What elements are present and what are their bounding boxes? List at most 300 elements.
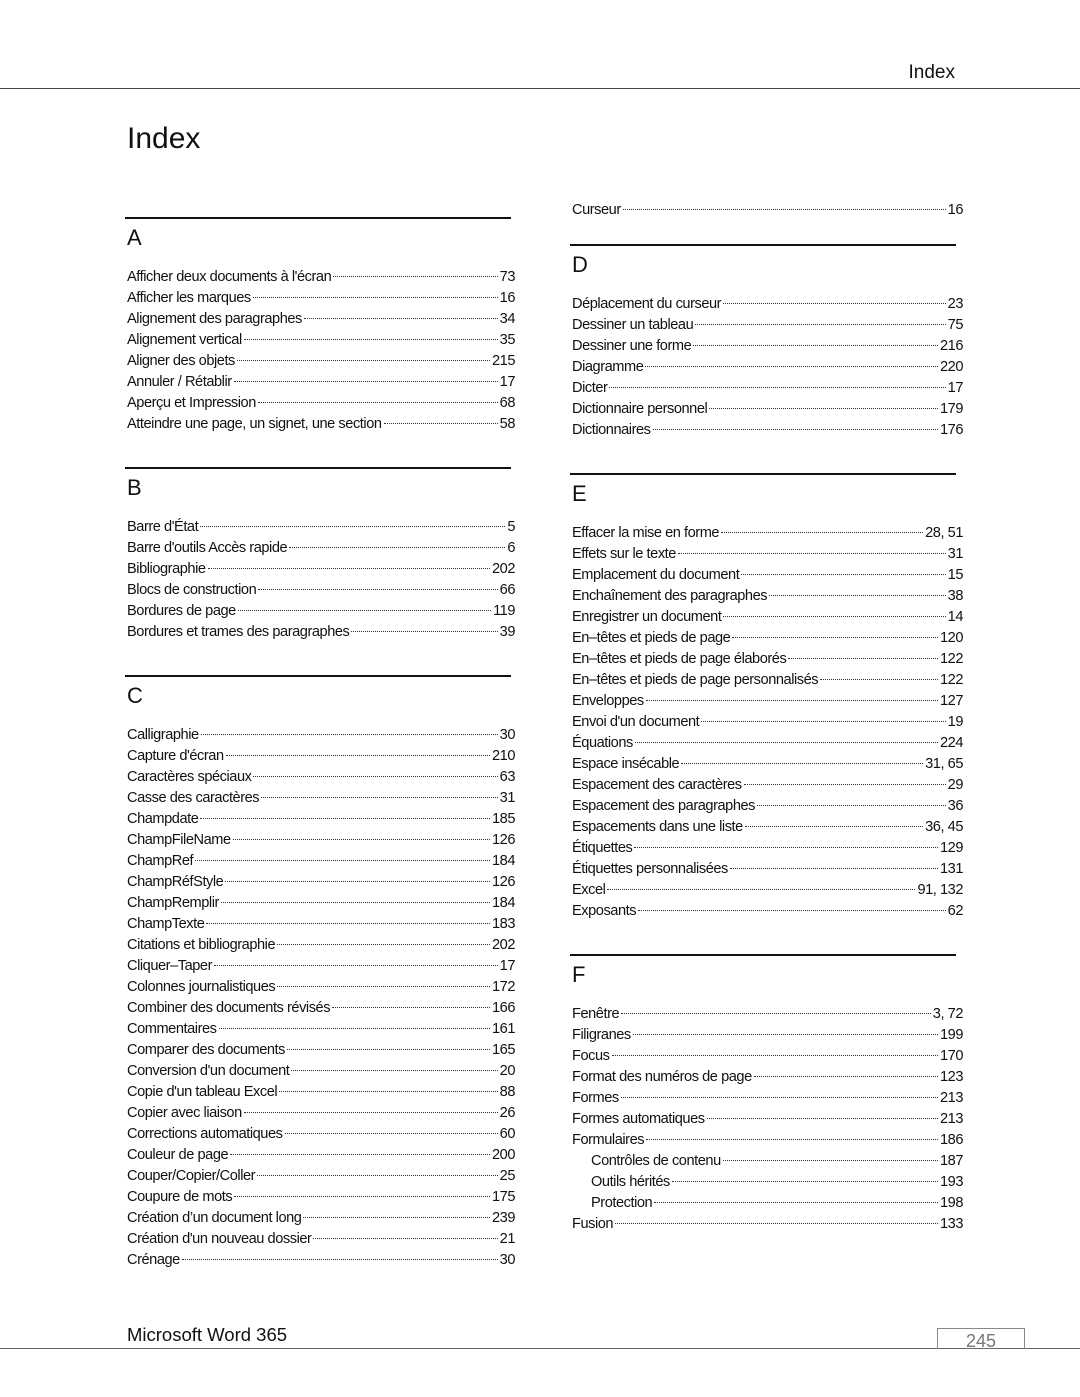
entry-term: Conversion d'un document [127, 1063, 290, 1079]
entry-page: 215 [492, 353, 515, 369]
entry-term: Citations et bibliographie [127, 937, 276, 953]
index-entry [570, 523, 963, 544]
entry-page: 119 [493, 603, 515, 619]
entry-page: 36 [947, 798, 963, 814]
dot-leader [261, 797, 498, 798]
index-entry [125, 809, 515, 830]
dot-leader [277, 986, 490, 987]
dot-leader [289, 547, 505, 548]
entry-term: Fusion [572, 1216, 614, 1232]
index-entry [125, 309, 515, 330]
page-number: 245 [937, 1328, 1025, 1349]
section-letter: A [127, 225, 142, 250]
entry-page: 73 [499, 269, 515, 285]
entry-page: 19 [947, 714, 963, 730]
section-rule [570, 473, 956, 475]
entry-page: 202 [492, 937, 515, 953]
entry-page: 30 [499, 727, 515, 743]
entry-page: 183 [492, 916, 515, 932]
index-entry [570, 336, 963, 357]
entry-page: 17 [499, 958, 515, 974]
entry-page: 166 [492, 1000, 515, 1016]
dot-leader [744, 784, 946, 785]
section-rule [570, 954, 956, 956]
entry-page: 28, 51 [925, 525, 963, 541]
index-entry [125, 517, 515, 538]
entry-page: 21 [499, 1231, 515, 1247]
entry-term: Combiner des documents révisés [127, 1000, 331, 1016]
entry-page: 216 [940, 338, 963, 354]
dot-leader [672, 1181, 938, 1182]
entry-page: 184 [492, 853, 515, 869]
entry-term: Dictionnaires [572, 422, 651, 438]
entry-page: 224 [940, 735, 963, 751]
index-entry [125, 1124, 515, 1145]
entry-page: 91, 132 [917, 882, 963, 898]
dot-leader [645, 366, 938, 367]
index-entry [125, 935, 515, 956]
dot-leader [195, 860, 490, 861]
entry-page: 39 [499, 624, 515, 640]
running-header [0, 0, 1080, 89]
entry-term: Outils hérités [591, 1174, 670, 1190]
dot-leader [279, 1091, 497, 1092]
entry-page: 17 [499, 374, 515, 390]
entry-page: 199 [940, 1027, 963, 1043]
index-entry [125, 767, 515, 788]
index-entry-list [125, 517, 515, 643]
index-entry [570, 357, 963, 378]
entry-term: Comparer des documents [127, 1042, 286, 1058]
index-entry [570, 838, 963, 859]
index-entry [125, 725, 515, 746]
entry-term: Espace insécable [572, 756, 680, 772]
index-column-right [570, 200, 963, 1235]
entry-term: Bordures et trames des paragraphes [127, 624, 350, 640]
dot-leader [226, 755, 490, 756]
dot-leader [258, 589, 497, 590]
index-subentry [570, 1172, 963, 1193]
index-entry-list [125, 267, 515, 435]
entry-page: 133 [940, 1216, 963, 1232]
index-entry-list [125, 725, 515, 1271]
index-entry [570, 315, 963, 336]
entry-page: 185 [492, 811, 515, 827]
entry-term: Enveloppes [572, 693, 644, 709]
entry-page: 187 [940, 1153, 963, 1169]
entry-term: Enregistrer un document [572, 609, 722, 625]
entry-term: Contrôles de contenu [591, 1153, 721, 1169]
entry-term: Couper/Copier/Coller [127, 1168, 256, 1184]
dot-leader [723, 616, 945, 617]
dot-leader [201, 734, 498, 735]
dot-leader [695, 324, 945, 325]
entry-term: Corrections automatiques [127, 1126, 283, 1142]
entry-term: Crénage [127, 1252, 180, 1268]
dot-leader [621, 1013, 931, 1014]
index-entry [125, 538, 515, 559]
entry-page: 31, 65 [925, 756, 963, 772]
dot-leader [769, 595, 946, 596]
dot-leader [730, 868, 938, 869]
entry-page: 5 [507, 519, 515, 535]
entry-page: 16 [947, 202, 963, 218]
dot-leader [621, 1097, 938, 1098]
entry-term: Filigranes [572, 1027, 631, 1043]
index-entry [570, 378, 963, 399]
dot-leader [820, 679, 938, 680]
entry-term: Formulaires [572, 1132, 645, 1148]
dot-leader [219, 1028, 491, 1029]
dot-leader [653, 429, 938, 430]
entry-term: Copie d'un tableau Excel [127, 1084, 278, 1100]
entry-page: 31 [499, 790, 515, 806]
dot-leader [237, 360, 490, 361]
index-section-a [125, 217, 515, 435]
dot-leader [634, 847, 938, 848]
section-letter: E [572, 481, 587, 506]
dot-leader [732, 637, 938, 638]
entry-term: Envoi d'un document [572, 714, 700, 730]
dot-leader [206, 923, 490, 924]
index-entry [570, 712, 963, 733]
dot-leader [615, 1223, 938, 1224]
dot-leader [214, 965, 498, 966]
entry-term: Focus [572, 1048, 610, 1064]
entry-page: 16 [499, 290, 515, 306]
entry-term: Espacements dans une liste [572, 819, 743, 835]
section-letter: D [572, 252, 588, 277]
dot-leader [208, 568, 490, 569]
entry-page: 210 [492, 748, 515, 764]
entry-page: 165 [492, 1042, 515, 1058]
entry-page: 75 [947, 317, 963, 333]
index-entry [125, 1145, 515, 1166]
entry-term: Dessiner une forme [572, 338, 692, 354]
dot-leader [707, 1118, 938, 1119]
entry-page: 129 [940, 840, 963, 856]
entry-page: 68 [499, 395, 515, 411]
entry-term: Alignement des paragraphes [127, 311, 302, 327]
index-entry-list [570, 1004, 963, 1235]
footer-rule [0, 1348, 1080, 1349]
entry-page: 38 [947, 588, 963, 604]
index-entry-list [570, 523, 963, 922]
entry-page: 36, 45 [925, 819, 963, 835]
entry-term: Effets sur le texte [572, 546, 676, 562]
index-entry [570, 565, 963, 586]
entry-term: Création d'un nouveau dossier [127, 1231, 312, 1247]
index-entry [125, 1040, 515, 1061]
entry-term: ChampRemplir [127, 895, 219, 911]
index-entry [125, 998, 515, 1019]
entry-term: Formes automatiques [572, 1111, 705, 1127]
entry-term: Caractères spéciaux [127, 769, 252, 785]
dot-leader [244, 1112, 498, 1113]
index-entry-list [570, 294, 963, 441]
index-entry [570, 200, 963, 221]
index-entry [125, 288, 515, 309]
entry-term: Diagramme [572, 359, 644, 375]
index-entry [570, 628, 963, 649]
entry-page: 198 [940, 1195, 963, 1211]
entry-term: Étiquettes personnalisées [572, 861, 728, 877]
section-rule [125, 217, 511, 219]
dot-leader [607, 889, 915, 890]
index-entry [570, 586, 963, 607]
section-rule [570, 244, 956, 246]
index-entry [125, 1250, 515, 1271]
dot-leader [384, 423, 498, 424]
dot-leader [304, 318, 498, 319]
entry-page: 58 [499, 416, 515, 432]
dot-leader [723, 303, 946, 304]
entry-term: Dessiner un tableau [572, 317, 694, 333]
entry-term: Aligner des objets [127, 353, 235, 369]
dot-leader [182, 1259, 498, 1260]
index-entry [125, 351, 515, 372]
index-entry [125, 622, 515, 643]
entry-page: 172 [492, 979, 515, 995]
index-entry [125, 330, 515, 351]
index-section-e [570, 473, 963, 922]
dot-leader [333, 276, 497, 277]
running-header-title: Index [908, 62, 955, 83]
entry-term: Calligraphie [127, 727, 199, 743]
entry-page: 31 [947, 546, 963, 562]
index-section-f [570, 954, 963, 1235]
entry-term: Alignement vertical [127, 332, 242, 348]
index-entry [570, 733, 963, 754]
entry-page: 179 [940, 401, 963, 417]
dot-leader [200, 526, 505, 527]
entry-page: 26 [499, 1105, 515, 1121]
entry-page: 60 [499, 1126, 515, 1142]
entry-term: ChampRéfStyle [127, 874, 224, 890]
entry-term: En–têtes et pieds de page [572, 630, 731, 646]
entry-term: ChampFileName [127, 832, 231, 848]
entry-term: Blocs de construction [127, 582, 257, 598]
dot-leader [788, 658, 938, 659]
index-entry [125, 830, 515, 851]
index-entry [570, 544, 963, 565]
entry-page: 120 [940, 630, 963, 646]
index-entry [125, 267, 515, 288]
entry-page: 126 [492, 874, 515, 890]
entry-page: 213 [940, 1090, 963, 1106]
entry-term: Curseur [572, 202, 621, 218]
entry-term: ChampTexte [127, 916, 205, 932]
index-entry [570, 1130, 963, 1151]
entry-page: 202 [492, 561, 515, 577]
index-entry [570, 754, 963, 775]
entry-page: 184 [492, 895, 515, 911]
entry-term: Espacement des caractères [572, 777, 742, 793]
entry-term: Déplacement du curseur [572, 296, 722, 312]
entry-page: 25 [499, 1168, 515, 1184]
index-entry [570, 1088, 963, 1109]
entry-page: 220 [940, 359, 963, 375]
section-letter: B [127, 475, 142, 500]
entry-term: Dictionnaire personnel [572, 401, 708, 417]
dot-leader [230, 1154, 490, 1155]
index-entry [570, 691, 963, 712]
index-entry-list [570, 200, 963, 221]
index-entry [570, 859, 963, 880]
dot-leader [754, 1076, 938, 1077]
dot-leader [723, 1160, 938, 1161]
dot-leader [681, 763, 923, 764]
index-section-d [570, 244, 963, 441]
entry-page: 88 [499, 1084, 515, 1100]
dot-leader [332, 1007, 490, 1008]
dot-leader [757, 805, 946, 806]
index-entry [570, 1067, 963, 1088]
index-entry [125, 559, 515, 580]
entry-term: Formes [572, 1090, 619, 1106]
entry-term: Exposants [572, 903, 637, 919]
entry-page: 239 [492, 1210, 515, 1226]
entry-term: Création d’un document long [127, 1210, 302, 1226]
entry-term: Équations [572, 735, 633, 751]
section-letter: C [127, 683, 143, 708]
index-entry [570, 880, 963, 901]
dot-leader [303, 1217, 490, 1218]
entry-page: 127 [940, 693, 963, 709]
entry-term: Effacer la mise en forme [572, 525, 720, 541]
entry-page: 63 [499, 769, 515, 785]
entry-page: 6 [507, 540, 515, 556]
index-entry [125, 914, 515, 935]
entry-term: ChampRef [127, 853, 194, 869]
index-entry [570, 294, 963, 315]
index-entry [570, 670, 963, 691]
entry-term: Barre d'outils Accès rapide [127, 540, 288, 556]
dot-leader [721, 532, 923, 533]
index-entry [125, 788, 515, 809]
entry-page: 175 [492, 1189, 515, 1205]
entry-page: 23 [947, 296, 963, 312]
index-entry [125, 1208, 515, 1229]
index-entry [570, 649, 963, 670]
index-section-c [125, 675, 515, 1271]
entry-term: Dicter [572, 380, 608, 396]
index-entry [570, 1214, 963, 1235]
dot-leader [287, 1049, 490, 1050]
dot-leader [253, 776, 497, 777]
dot-leader [277, 944, 490, 945]
entry-term: Aperçu et Impression [127, 395, 256, 411]
dot-leader [609, 387, 945, 388]
index-entry [125, 872, 515, 893]
index-entry [125, 1019, 515, 1040]
entry-page: 17 [947, 380, 963, 396]
index-entry [570, 1025, 963, 1046]
entry-term: Copier avec liaison [127, 1105, 242, 1121]
entry-term: Format des numéros de page [572, 1069, 752, 1085]
entry-term: Afficher les marques [127, 290, 251, 306]
entry-page: 15 [947, 567, 963, 583]
entry-page: 126 [492, 832, 515, 848]
dot-leader [253, 297, 498, 298]
entry-term: Fenêtre [572, 1006, 620, 1022]
dot-leader [233, 839, 490, 840]
index-entry [570, 607, 963, 628]
entry-term: Colonnes journalistiques [127, 979, 276, 995]
index-subentry [570, 1193, 963, 1214]
entry-term: Champdate [127, 811, 199, 827]
index-entry [125, 956, 515, 977]
entry-page: 122 [940, 651, 963, 667]
page-title: Index [127, 122, 201, 155]
dot-leader [654, 1202, 938, 1203]
entry-page: 123 [940, 1069, 963, 1085]
index-entry [125, 1082, 515, 1103]
index-entry [125, 851, 515, 872]
entry-term: Commentaires [127, 1021, 217, 1037]
index-entry [570, 399, 963, 420]
dot-leader [612, 1055, 939, 1056]
index-column-left [125, 217, 515, 1271]
dot-leader [313, 1238, 497, 1239]
dot-leader [701, 721, 945, 722]
dot-leader [693, 345, 938, 346]
entry-page: 30 [499, 1252, 515, 1268]
section-rule [125, 467, 511, 469]
entry-term: Enchaînement des paragraphes [572, 588, 768, 604]
dot-leader [234, 381, 498, 382]
dot-leader [623, 209, 946, 210]
index-entry [125, 601, 515, 622]
entry-term: Excel [572, 882, 606, 898]
entry-page: 66 [499, 582, 515, 598]
index-entry [125, 977, 515, 998]
index-section-b [125, 467, 515, 643]
dot-leader [257, 1175, 498, 1176]
index-entry [125, 414, 515, 435]
entry-page: 3, 72 [932, 1006, 963, 1022]
entry-term: Espacement des paragraphes [572, 798, 756, 814]
index-entry [570, 775, 963, 796]
dot-leader [234, 1196, 490, 1197]
entry-term: Bordures de page [127, 603, 236, 619]
index-entry [125, 372, 515, 393]
dot-leader [638, 910, 946, 911]
entry-term: Bibliographie [127, 561, 206, 577]
dot-leader [678, 553, 946, 554]
dot-leader [646, 1139, 938, 1140]
dot-leader [225, 881, 490, 882]
entry-page: 62 [947, 903, 963, 919]
dot-leader [351, 631, 497, 632]
entry-page: 193 [940, 1174, 963, 1190]
index-entry [570, 901, 963, 922]
index-entry [125, 746, 515, 767]
entry-term: Casse des caractères [127, 790, 260, 806]
index-entry [570, 1046, 963, 1067]
dot-leader [285, 1133, 498, 1134]
entry-term: Afficher deux documents à l'écran [127, 269, 332, 285]
entry-term: Barre d'État [127, 519, 199, 535]
entry-page: 14 [947, 609, 963, 625]
index-entry [570, 420, 963, 441]
entry-term: Cliquer–Taper [127, 958, 213, 974]
entry-term: Étiquettes [572, 840, 633, 856]
index-subentry [570, 1151, 963, 1172]
entry-page: 131 [940, 861, 963, 877]
index-entry [125, 1061, 515, 1082]
section-rule [125, 675, 511, 677]
